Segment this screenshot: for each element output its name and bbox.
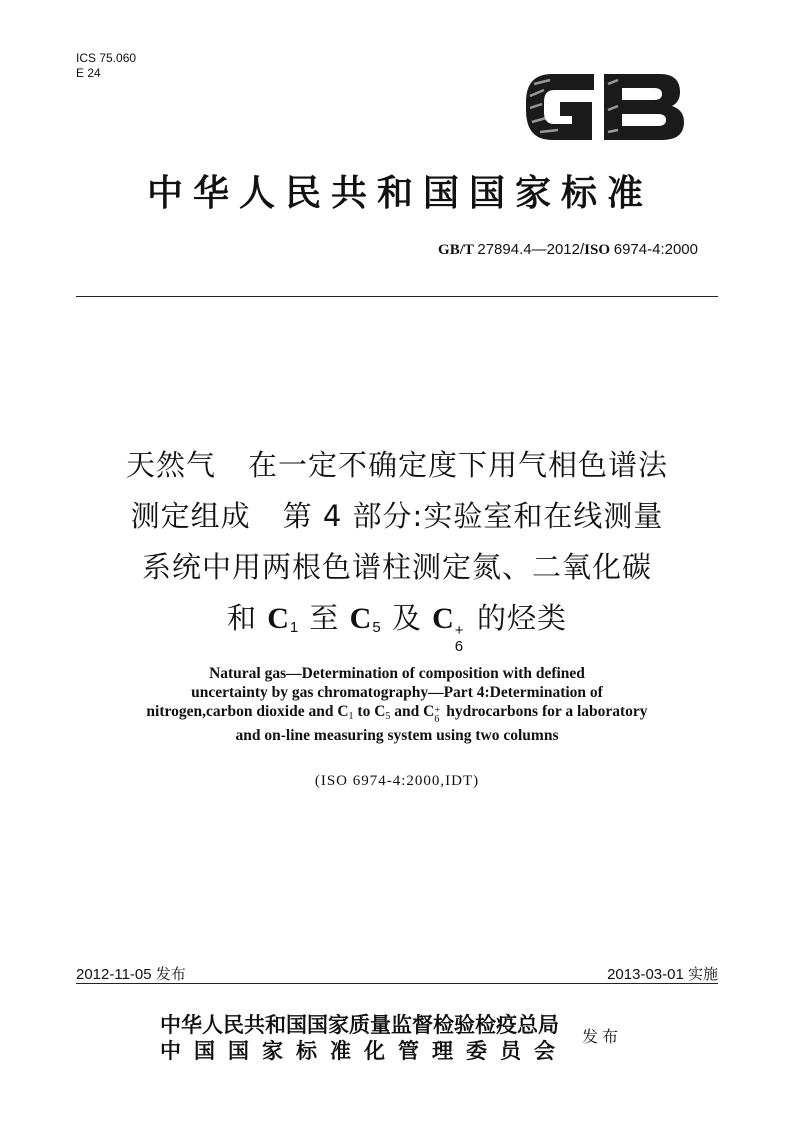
carbon-symbol: C [267, 602, 290, 635]
implementation-date-value: 2013-03-01 [607, 966, 684, 983]
iso-equivalence: (ISO 6974-4:2000,IDT) [314, 773, 480, 789]
cn-title-line-1 [40, 440, 754, 491]
gb-logo-graphic [520, 60, 720, 150]
subscript: 5 [372, 619, 382, 636]
carbon-symbol: C [432, 602, 455, 635]
standard-number-iso: 6974-4:2000 [613, 241, 698, 258]
issue-date-value: 2012-11-05 [76, 966, 152, 983]
subscript: 5 [385, 711, 391, 722]
ics-code: ICS 75.060 [76, 51, 137, 65]
standard-number-iso-prefix: ISO [584, 242, 610, 258]
en-title-part: nitrogen,carbon dioxide and C [146, 703, 349, 720]
ccs-code: E 24 [76, 66, 101, 80]
en-title-line-1: Natural gas—Determination of composition with defined [209, 665, 585, 682]
subscript: 6 [434, 714, 440, 725]
publish-label: 发布 [582, 1027, 623, 1046]
implementation-date [607, 963, 718, 984]
cn-title-part: 测定组成 [130, 499, 251, 533]
en-title-part: hydrocarbons for a laboratory [442, 703, 648, 720]
implementation-label: 实施 [687, 965, 718, 983]
top-divider [76, 296, 718, 297]
en-title-part: to C [353, 703, 386, 720]
standard-number-main: 27894.4—2012/ [477, 241, 585, 258]
cn-title-part: 至 [309, 601, 340, 635]
subscript: 1 [348, 711, 354, 722]
carbon-symbol: C [349, 602, 373, 635]
cn-title-part: 及 [391, 601, 422, 635]
sup-sub-pair [434, 705, 442, 725]
standard-title: 中华人民共和国国家标准 [146, 173, 653, 214]
superscript: + [434, 705, 440, 716]
bottom-divider [76, 983, 718, 984]
issuer-1: 中华人民共和国国家质量监督检验检疫总局 [160, 1013, 559, 1037]
cn-title-line-4 [40, 593, 754, 653]
cn-title-part: 在一定不确定度下用气相色谱法 [248, 448, 669, 482]
subscript: 1 [289, 619, 300, 636]
sup-sub-pair [454, 622, 467, 655]
standard-number-prefix: GB/T [438, 242, 474, 258]
cn-title-line-3: 系统中用两根色谱柱测定氮、二氧化碳 [141, 550, 652, 584]
subscript: 6 [454, 638, 465, 655]
issue-label: 发布 [155, 965, 186, 983]
en-title-line-4: and on-line measuring system using two columns [235, 727, 559, 744]
cn-title-part: 第 4 部分:实验室和在线测量 [282, 499, 664, 533]
gb-logo [520, 60, 720, 150]
issuing-authorities [160, 1012, 568, 1064]
issuer-2: 中国国家标准化管理委员会 [160, 1039, 568, 1063]
classification-codes [76, 51, 136, 81]
issue-date [76, 963, 186, 984]
cn-title-part: 和 [226, 601, 257, 635]
cn-title-part: 的烃类 [477, 601, 568, 635]
en-title-part: and C [390, 703, 435, 720]
en-title-line-2: uncertainty by gas chromatography—Part 4:Determination of [191, 684, 603, 701]
standard-number [438, 241, 698, 259]
superscript: + [454, 622, 465, 639]
cn-title-line-2 [40, 491, 754, 542]
english-title [60, 664, 734, 745]
en-title-line-3 [60, 702, 734, 726]
chinese-title [40, 440, 754, 653]
cn-title-part: 天然气 [125, 448, 216, 482]
